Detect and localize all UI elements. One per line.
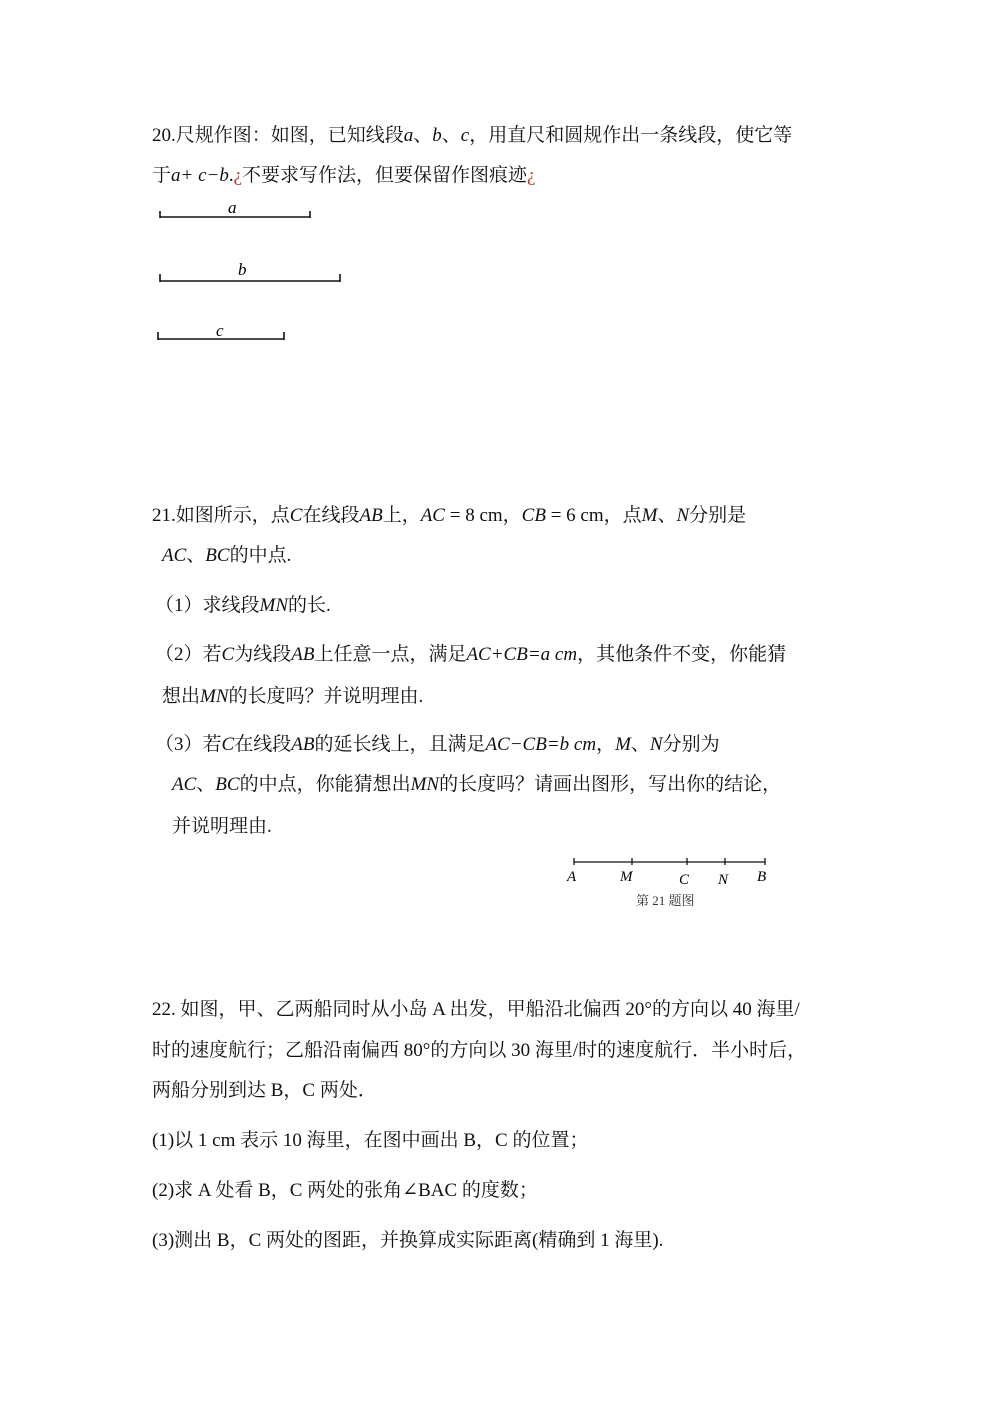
q21-part3-line1: [155, 733, 720, 757]
figure-21: [566, 858, 766, 908]
var-AB: AB: [359, 505, 383, 526]
q21-text: 的长度吗？请画出图形，写出你的结论，: [439, 774, 782, 795]
q22-line1: 22. 如图，甲、乙两船同时从小岛 A 出发，甲船沿北偏西 20°的方向以 40 海里/: [152, 999, 800, 1020]
var-CB: CB: [521, 505, 546, 526]
separator: 、: [630, 734, 650, 755]
separator: 、: [413, 125, 433, 146]
point-label-C: C: [679, 872, 690, 888]
q21-text: ，: [596, 734, 616, 755]
q21-text: 上任意一点，满足: [314, 644, 467, 665]
q20-text: ，用直尺和圆规作出一条线段，使它等: [469, 125, 793, 146]
point-label-B: B: [757, 869, 767, 885]
q21-text: 21.如图所示，点: [152, 505, 290, 526]
var-AC: AC: [162, 545, 187, 566]
var-C: C: [221, 734, 235, 755]
placeholder-mark: ¿: [527, 165, 536, 186]
q21-text: = 6 cm，点: [545, 505, 642, 526]
q20-line1: [152, 124, 792, 148]
q21-text: 想出: [162, 686, 201, 707]
q21-text: （2）若: [155, 644, 222, 665]
q22-item2: (2)求 A 处看 B，C 两处的张角∠BAC 的度数；: [152, 1180, 538, 1201]
q21-text: 上，: [382, 505, 421, 526]
var-MN: MN: [410, 774, 440, 795]
q20-text: 20.尺规作图：如图，已知线段: [152, 125, 404, 146]
segment-b: [160, 260, 340, 282]
var-N: N: [676, 505, 690, 526]
segment-c-label: c: [216, 321, 224, 340]
q21-part2-line2: [162, 685, 423, 709]
var-c: c: [460, 125, 470, 146]
q20-expression: a+ c−b: [171, 165, 229, 186]
separator: 、: [196, 774, 216, 795]
segment-c: [158, 321, 284, 340]
separator: 、: [657, 505, 677, 526]
q21-text: 的延长线上，且满足: [314, 734, 486, 755]
q21-part3-line2: [172, 773, 781, 797]
q20-text: 于: [152, 165, 172, 186]
point-label-A: A: [567, 869, 577, 885]
var-AB: AB: [291, 644, 315, 665]
q21-text: 在线段: [234, 734, 292, 755]
q21-part2-line1: [155, 643, 786, 667]
q21-text: 分别是: [689, 505, 747, 526]
var-MN: MN: [259, 595, 289, 616]
q21-line1: [152, 504, 746, 528]
q20-line2: [152, 164, 535, 188]
var-BC: BC: [205, 545, 230, 566]
segment-a: [160, 198, 310, 218]
var-BC: BC: [215, 774, 240, 795]
q21-expression: AC+CB=a cm: [466, 644, 578, 665]
var-N: N: [649, 734, 663, 755]
q21-text: 的中点.: [229, 545, 292, 566]
segment-a-label: a: [228, 198, 237, 217]
var-M: M: [641, 505, 658, 526]
q21-part1: [155, 594, 331, 618]
q21-line2: [162, 544, 291, 568]
q21-expression: AC−CB=b cm: [485, 734, 597, 755]
var-M: M: [615, 734, 631, 755]
q21-text: 分别为: [662, 734, 720, 755]
q21-text: （1）求线段: [155, 595, 260, 616]
var-AC: AC: [172, 774, 197, 795]
q20-text: .: [228, 165, 234, 186]
separator: 、: [186, 545, 206, 566]
var-a: a: [403, 125, 414, 146]
q22-line2: 时的速度航行；乙船沿南偏西 80°的方向以 30 海里/时的速度航行．半小时后，: [152, 1040, 807, 1061]
var-AB: AB: [291, 734, 315, 755]
q22-item1: (1)以 1 cm 表示 10 海里，在图中画出 B，C 的位置；: [152, 1130, 589, 1151]
q20-text: 不要求写作法，但要保留作图痕迹: [242, 165, 528, 186]
var-MN: MN: [200, 686, 229, 707]
point-label-M: M: [620, 869, 633, 885]
q21-text: 的长度吗？并说明理由.: [228, 686, 424, 707]
separator: 、: [441, 125, 461, 146]
segment-b-label: b: [238, 260, 247, 279]
q22-line3: 两船分别到达 B，C 两处．: [152, 1080, 377, 1101]
placeholder-mark: ¿: [233, 165, 243, 186]
q21-text: = 8 cm，: [444, 505, 522, 526]
var-b: b: [432, 125, 442, 146]
var-AC: AC: [420, 505, 445, 526]
q21-text: ，其他条件不变，你能猜: [577, 644, 787, 665]
q21-text: 的中点，你能猜想出: [239, 774, 411, 795]
point-label-N: N: [718, 872, 729, 888]
q21-text: （3）若: [155, 734, 222, 755]
q21-text: 为线段: [234, 644, 292, 665]
q21-text: 的长.: [288, 595, 331, 616]
var-C: C: [289, 505, 303, 526]
var-C: C: [221, 644, 235, 665]
q21-part3-line3: [172, 815, 272, 839]
q21-text: 并说明理由.: [172, 816, 272, 837]
figure-21-caption: 第 21 题图: [636, 893, 695, 908]
q21-text: 在线段: [302, 505, 360, 526]
q22-item3: (3)测出 B，C 两处的图距，并换算成实际距离(精确到 1 海里).: [152, 1230, 664, 1251]
